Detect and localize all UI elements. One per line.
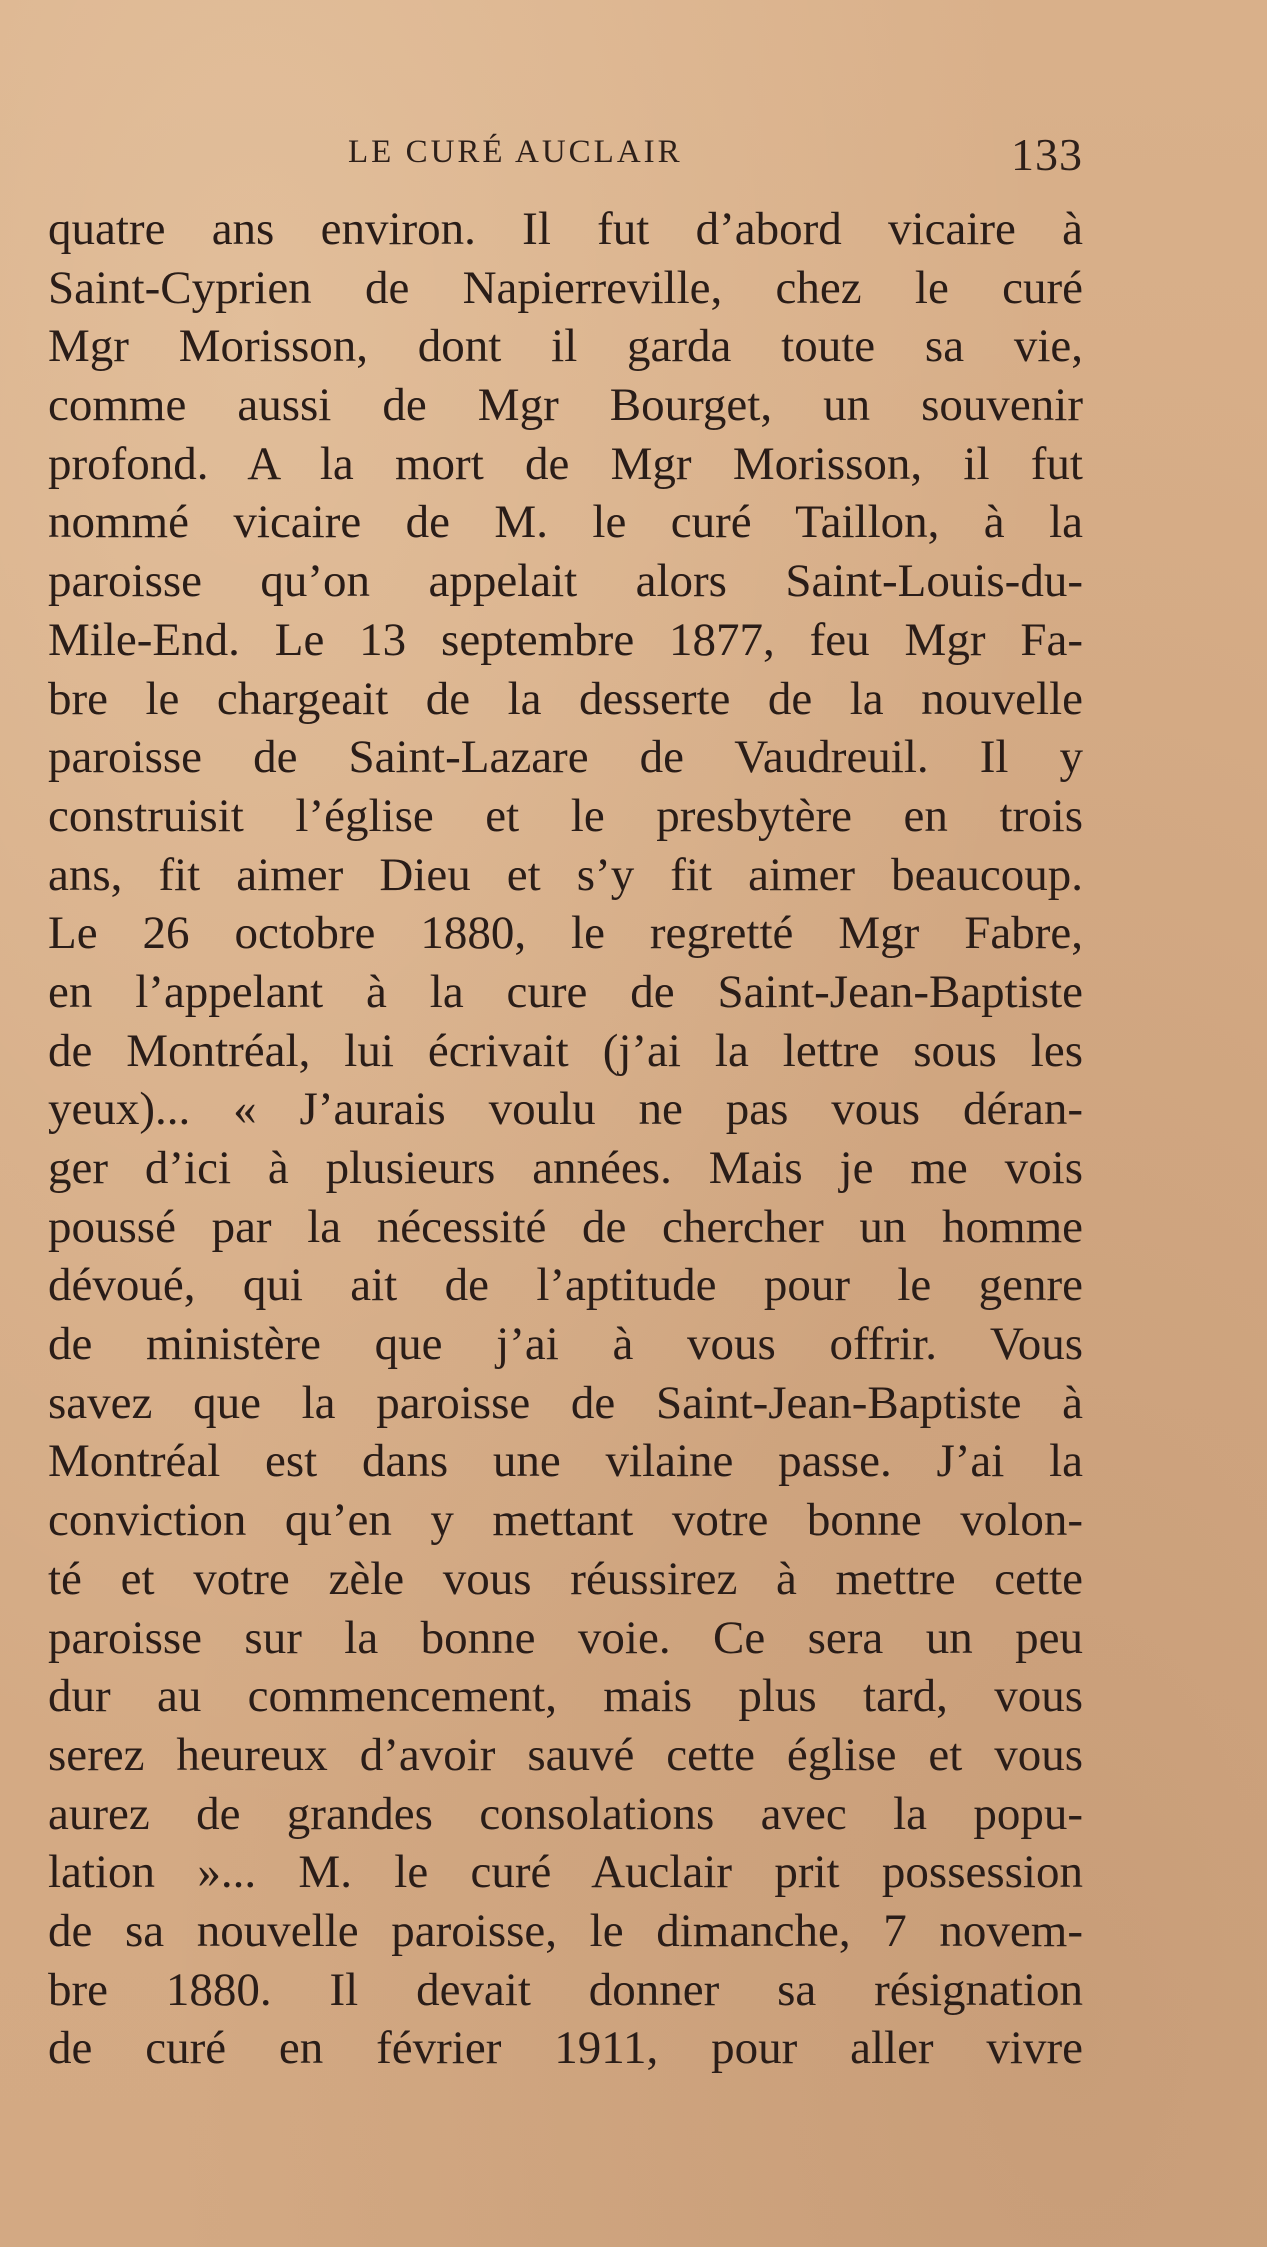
text-line: paroisse qu’on appelait alors Saint-Louis-du- [48,555,1083,608]
text-line: Saint-Cyprien de Napierreville, chez le curé [48,261,1083,314]
text-line: Le 26 octobre 1880, le regretté Mgr Fabre, [48,907,1083,960]
text-line: dur au commencement, mais plus tard, vous [48,1670,1083,1723]
text-line: aurez de grandes consolations avec la popu- [48,1787,1083,1840]
text-line: lation »... M. le curé Auclair prit possession [48,1846,1083,1899]
text-line: construisit l’église et le presbytère en trois [48,789,1083,842]
text-line: de curé en février 1911, pour aller vivre [48,2022,1083,2075]
text-line: Mile-End. Le 13 septembre 1877, feu Mgr Fa- [48,613,1083,666]
text-line: Montréal est dans une vilaine passe. J’ai la [48,1435,1083,1488]
text-line: comme aussi de Mgr Bourget, un souvenir [48,379,1083,432]
text-line: bre 1880. Il devait donner sa résignation [48,1963,1083,2016]
text-line: quatre ans environ. Il fut d’abord vicaire à [48,203,1083,255]
text-line: en l’appelant à la cure de Saint-Jean-Baptiste [48,965,1083,1018]
text-line: bre le chargeait de la desserte de la nouvelle [48,672,1083,725]
text-line: savez que la paroisse de Saint-Jean-Baptiste à [48,1376,1083,1429]
text-line: de Montréal, lui écrivait (j’ai la lettre sous les [48,1024,1083,1077]
text-line: serez heureux d’avoir sauvé cette église et vous [48,1728,1083,1781]
text-line: dévoué, qui ait de l’aptitude pour le genre [48,1259,1083,1312]
text-line: nommé vicaire de M. le curé Taillon, à la [48,496,1083,549]
text-line: poussé par la nécessité de chercher un homme [48,1200,1083,1253]
text-line: profond. A la mort de Mgr Morisson, il fut [48,437,1083,490]
text-line: yeux)... « J’aurais voulu ne pas vous déran- [48,1083,1083,1136]
text-line: paroisse sur la bonne voie. Ce sera un peu [48,1611,1083,1664]
text-line: de ministère que j’ai à vous offrir. Vous [48,1318,1083,1371]
text-line: ger d’ici à plusieurs années. Mais je me vois [48,1142,1083,1194]
running-title: LE CURÉ AUCLAIR [348,134,683,170]
text-line: Mgr Morisson, dont il garda toute sa vie, [48,320,1083,373]
text-line: paroisse de Saint-Lazare de Vaudreuil. Il y [48,731,1083,784]
page-number: 133 [1011,129,1083,180]
body-text [48,200,1083,2078]
text-line: ans, fit aimer Dieu et s’y fit aimer beaucoup. [48,848,1083,901]
page-header [48,128,1083,188]
text-line: conviction qu’en y mettant votre bonne volon- [48,1494,1083,1547]
text-line: de sa nouvelle paroisse, le dimanche, 7 novem- [48,1904,1083,1957]
text-line: té et votre zèle vous réussirez à mettre cette [48,1552,1083,1605]
